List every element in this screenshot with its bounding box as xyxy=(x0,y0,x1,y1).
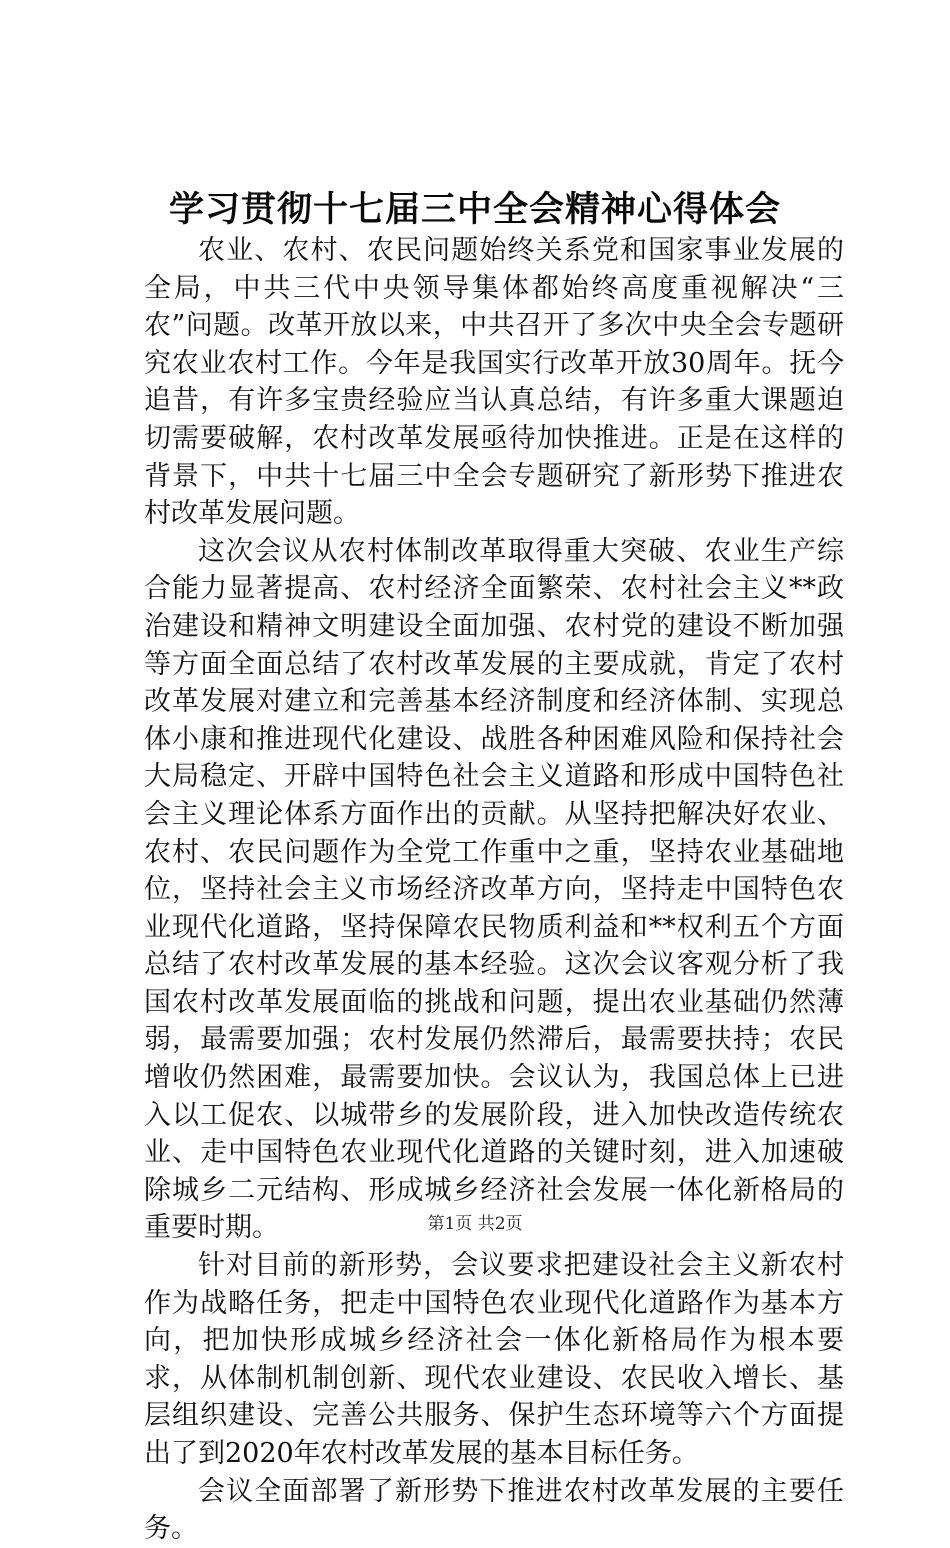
document-title: 学习贯彻十七届三中全会精神心得体会 xyxy=(168,189,781,230)
paragraph: 农业、农村、农民问题始终关系党和国家事业发展的全局，中共三代中央领导集体都始终高度重视解决“三农”问题。改革开放以来，中共召开了多次中央全会专题研究农业农村工作。今年是我国实行改革开放30周年。抚今追昔，有许多宝贵经验应当认真总结，有许多重大课题迫切需要破解，农村改革发展亟待加快推进。正是在这样的背景下，中共十七届三中全会专题研究了新形势下推进农村改革发展问题。 xyxy=(144,235,844,530)
paragraph: 针对目前的新形势，会议要求把建设社会主义新农村作为战略任务，把走中国特色农业现代化道路作为基本方向，把加快形成城乡经济社会一体化新格局作为根本要求，从体制机制创新、现代农业建设、农民收入增长、基层组织建设、完善公共服务、保护生态环境等六个方面提出了到2020年农村改革发展的基本目标任务。 xyxy=(144,1250,844,1469)
document-body xyxy=(144,232,844,1548)
paragraph: 会议全面部署了新形势下推进农村改革发展的主要任务。 xyxy=(144,1475,844,1545)
paragraph: 这次会议从农村体制改革取得重大突破、农业生产综合能力显著提高、农村经济全面繁荣、农村社会主义**政治建设和精神文明建设全面加强、农村党的建设不断加强等方面全面总结了农村改革发展的主要成就，肯定了农村改革发展对建立和完善基本经济制度和经济体制、实现总体小康和推进现代化建设、战胜各种困难风险和保持社会大局稳定、开辟中国特色社会主义道路和形成中国特色社会主义理论体系方面作出的贡献。从坚持把解决好农业、农村、农民问题作为全党工作重中之重，坚持农业基础地位，坚持社会主义市场经济改革方向，坚持走中国特色农业现代化道路，坚持保障农民物质利益和**权利五个方面总结了农村改革发展的基本经验。这次会议客观分析了我国农村改革发展面临的挑战和问题，提出农业基础仍然薄弱，最需要加强；农村发展仍然滞后，最需要扶持；农民增收仍然困难，最需要加快。会议认为，我国总体上已进入以工促农、以城带乡的发展阶段，进入加快改造传统农业、走中国特色农业现代化道路的关键时刻，进入加速破除城乡二元结构、形成城乡经济社会发展一体化新格局的重要时期。 xyxy=(144,535,844,1244)
page-number-footer: 第1页 共2页 xyxy=(427,1214,523,1234)
